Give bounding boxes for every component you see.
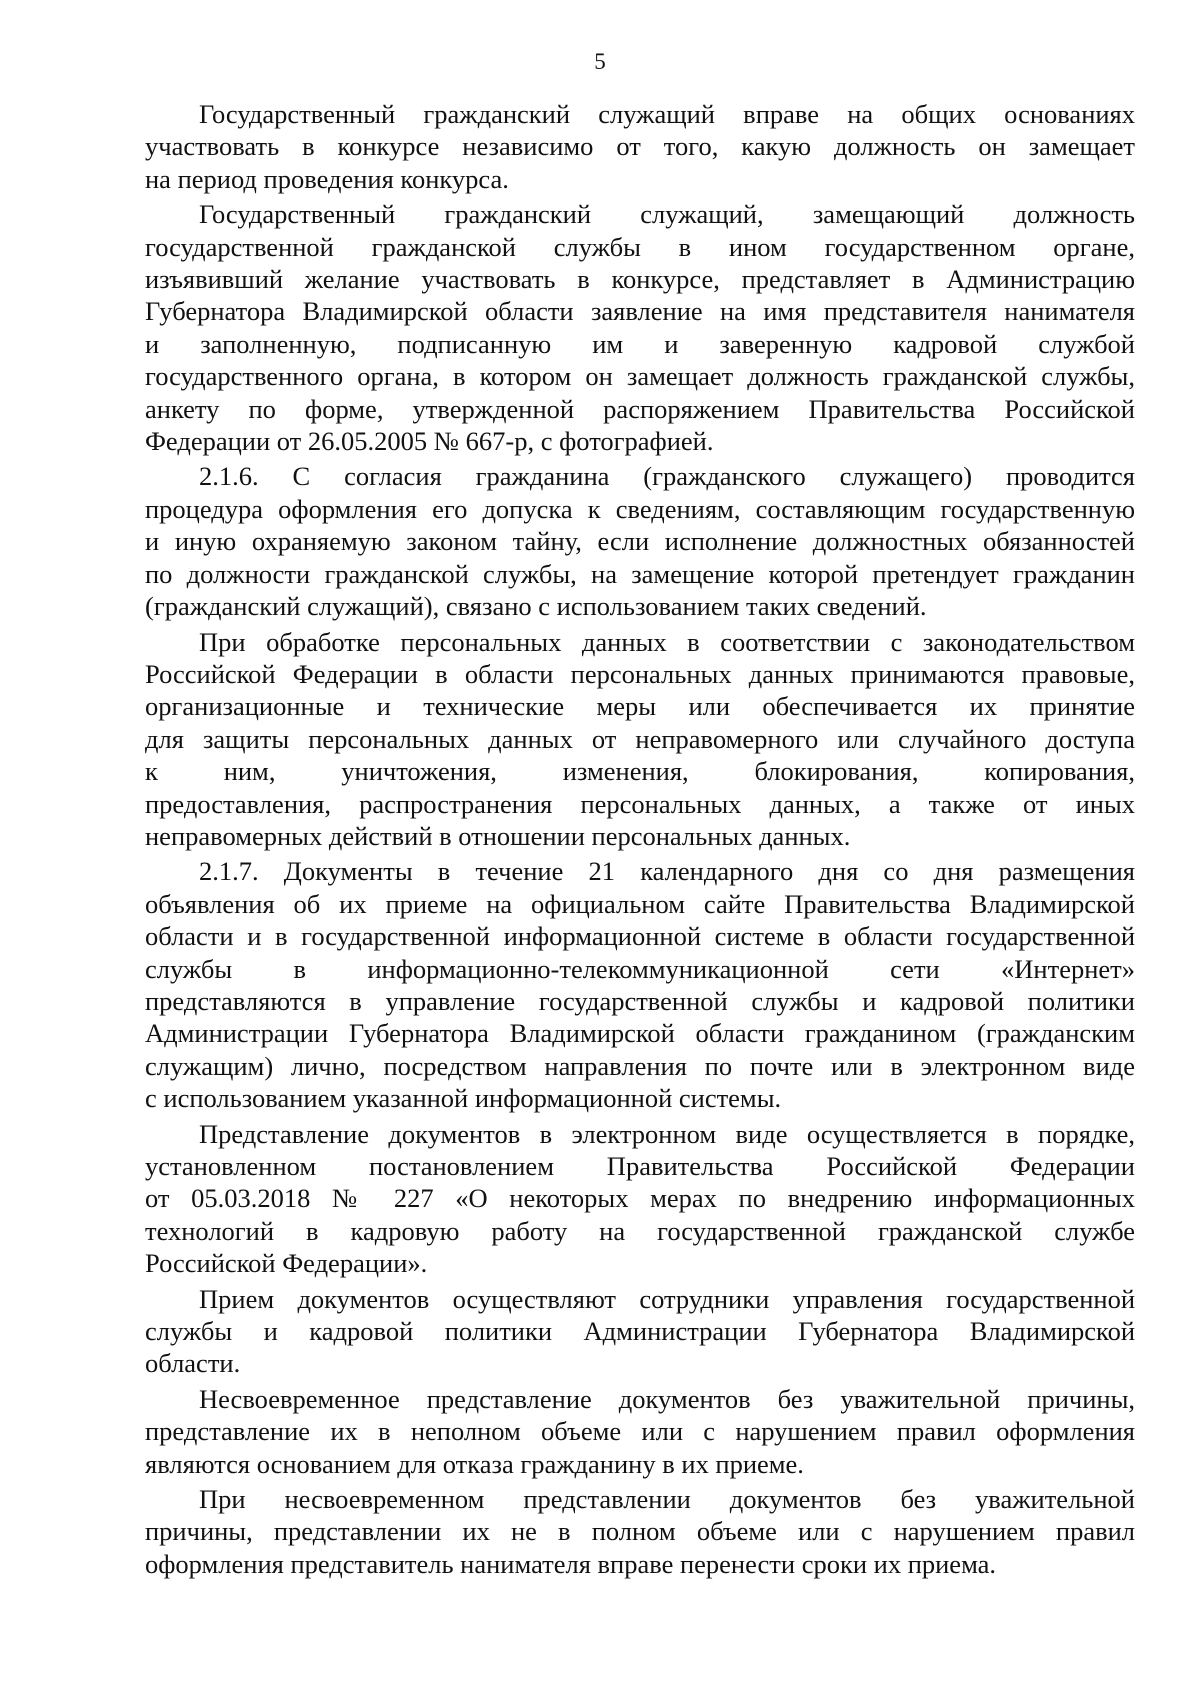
text-line: области. — [145, 1348, 241, 1379]
text-line: Администрации Губернатора Владимирской области гражданином (гражданским — [145, 1018, 1135, 1049]
text-line: для защиты персональных данных от неправомерного или случайного доступа — [145, 723, 1135, 754]
text-line: При несвоевременном представлении документов без уважительной — [199, 1484, 1135, 1515]
text-line: государственной гражданской службы в ином государственном органе, — [145, 231, 1135, 262]
text-line: Несвоевременное представление документов без уважительной причины, — [199, 1383, 1135, 1414]
text-line: к ним, уничтожения, изменения, блокирования, копирования, — [145, 756, 1135, 787]
text-line: и заполненную, подписанную им и заверенную кадровой службой — [145, 328, 1135, 359]
text-line: с использованием указанной информационной системы. — [145, 1083, 782, 1114]
paragraph — [145, 198, 1135, 457]
text-line: Российской Федерации в области персональных данных принимаются правовые, — [145, 658, 1135, 689]
text-line: Государственный гражданский служащий, замещающий должность — [199, 199, 1135, 230]
text-line: процедура оформления его допуска к сведениям, составляющим государственную — [145, 493, 1135, 524]
paragraph — [145, 1283, 1135, 1380]
text-line: являются основанием для отказа гражданину в их приеме. — [145, 1448, 804, 1479]
text-line: оформления представитель нанимателя вправе перенести сроки их приема. — [145, 1548, 997, 1579]
text-line: Государственный гражданский служащий вправе на общих основаниях — [199, 99, 1135, 129]
text-line: области и в государственной информационной системе в области государственной — [145, 921, 1135, 952]
text-line: службы в информационно-телекоммуникационной сети «Интернет» — [145, 953, 1135, 984]
text-line: на период проведения конкурса. — [145, 163, 509, 194]
paragraph — [145, 626, 1135, 853]
text-line: служащим) лично, посредством направления по почте или в электронном виде — [145, 1050, 1135, 1081]
text-line: объявления об их приеме на официальном сайте Правительства Владимирской — [145, 888, 1135, 919]
text-line: При обработке персональных данных в соответствии с законодательством — [199, 626, 1135, 657]
text-line: участвовать в конкурсе независимо от того, какую должность он замещает — [145, 131, 1135, 162]
text-line: 2.1.7. Документы в течение 21 календарного дня со дня размещения — [199, 856, 1135, 887]
text-line: установленном постановлением Правительства Российской Федерации — [145, 1151, 1135, 1181]
text-line: (гражданский служащий), связано с использованием таких сведений. — [145, 591, 927, 622]
text-line: по должности гражданской службы, на замещение которой претендует гражданин — [145, 558, 1135, 589]
text-line: Представление документов в электронном виде осуществляется в порядке, — [199, 1118, 1135, 1149]
text-line: представляются в управление государственной службы и кадровой политики — [145, 985, 1135, 1016]
text-line: организационные и технические меры или обеспечивается их принятие — [145, 691, 1135, 722]
paragraph — [145, 98, 1135, 195]
page-number: 5 — [594, 49, 606, 74]
document-body — [145, 98, 1135, 1583]
text-line: и иную охраняемую законом тайну, если исполнение должностных обязанностей — [145, 526, 1135, 557]
paragraph — [145, 855, 1135, 1114]
text-line: Губернатора Владимирской области заявление на имя представителя нанимателя — [145, 296, 1135, 327]
paragraph — [145, 1383, 1135, 1480]
text-line: предоставления, распространения персональных данных, а также от иных — [145, 788, 1135, 819]
text-line: анкету по форме, утвержденной распоряжением Правительства Российской — [145, 393, 1135, 424]
text-line: от 05.03.2018 № 227 «О некоторых мерах по внедрению информационных — [145, 1183, 1135, 1214]
text-line: Федерации от 26.05.2005 № 667-р, с фотографией. — [145, 426, 714, 457]
text-line: государственного органа, в котором он замещает должность гражданской службы, — [145, 361, 1135, 392]
text-line: изъявивший желание участвовать в конкурсе, представляет в Администрацию — [145, 264, 1135, 295]
paragraph — [145, 1483, 1135, 1580]
text-line: представление их в неполном объеме или с нарушением правил оформления — [145, 1416, 1135, 1447]
text-line: 2.1.6. С согласия гражданина (гражданского служащего) проводится — [199, 461, 1135, 492]
text-line: Прием документов осуществляют сотрудники управления государственной — [199, 1283, 1135, 1314]
text-line: неправомерных действий в отношении персональных данных. — [145, 820, 851, 851]
text-line: Российской Федерации». — [145, 1248, 428, 1279]
text-line: причины, представлении их не в полном объеме или с нарушением правил — [145, 1516, 1135, 1547]
text-line: службы и кадровой политики Администрации Губернатора Владимирской — [145, 1316, 1135, 1347]
text-line: технологий в кадровую работу на государственной гражданской службе — [145, 1215, 1135, 1246]
paragraph — [145, 1118, 1135, 1280]
paragraph — [145, 460, 1135, 622]
